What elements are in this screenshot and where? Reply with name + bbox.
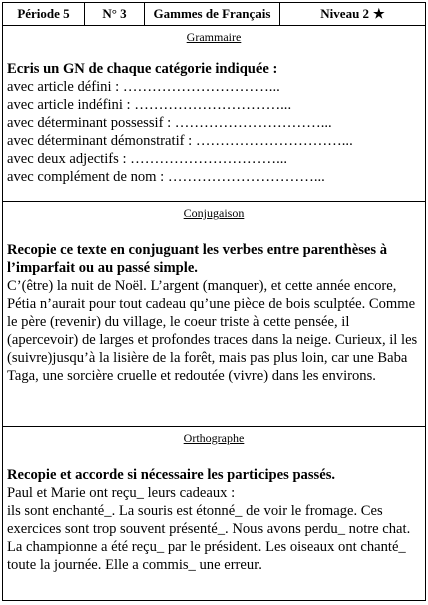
header-periode: Période 5 — [3, 3, 85, 25]
grammaire-line: avec complément de nom : …………………………... — [7, 169, 325, 185]
grammaire-line: avec déterminant démonstratif : …………………………... — [7, 133, 353, 149]
instruction-grammaire: Ecris un GN de chaque catégorie indiquée : — [7, 61, 278, 77]
section-title-orthographe: Orthographe — [183, 431, 245, 445]
section-orthographe — [3, 427, 425, 601]
grammaire-lines — [7, 78, 421, 186]
niveau-label: Niveau 2 — [320, 6, 370, 21]
sections-column — [3, 26, 425, 601]
grammaire-line: avec article défini : …………………………... — [7, 79, 280, 95]
grammaire-line: avec déterminant possessif : …………………………... — [7, 115, 332, 131]
worksheet — [2, 2, 426, 601]
header-niveau — [280, 3, 425, 25]
header-titre: Gammes de Français — [145, 3, 280, 25]
conjugaison-text: C’(être) la nuit de Noël. L’argent (manquer), et cette année encore, Pétia n’aurait pour tout cadeau qu’une pièce de bois sculptée. Comme le père (revenir) du village, le coeur triste à cette pensée, il (apercevoir) de larges et profondes traces dans la neige. Curieux, il les (suivre)jusqu’à la lisière de la forêt, mais pas plus loin, car une Baba Taga, une sorcière cruelle et redoutée (vivre) dans les environs. — [7, 278, 418, 384]
orthographe-line1: Paul et Marie ont reçu_ leurs cadeaux : — [7, 485, 236, 501]
header-numero: N° 3 — [85, 3, 145, 25]
section-title-conjugaison: Conjugaison — [183, 206, 245, 220]
grammaire-line: avec deux adjectifs : …………………………... — [7, 151, 288, 167]
header-row — [3, 3, 425, 26]
section-conjugaison — [3, 202, 425, 427]
section-grammaire — [3, 26, 425, 202]
instruction-orthographe: Recopie et accorde si nécessaire les participes passés. — [7, 467, 336, 483]
section-title-grammaire: Grammaire — [186, 30, 242, 44]
grammaire-line: avec article indéfini : …………………………... — [7, 97, 292, 113]
instruction-conjugaison: Recopie ce texte en conjuguant les verbes entre parenthèses à l’imparfait ou au passé simple. — [7, 242, 388, 276]
orthographe-text: ils sont enchanté_. La souris est étonné_ de voir le fromage. Ces exercices sont trop souvent présenté_. Nous avons perdu_ notre chat. La championne a été reçu_ par le président. Les oiseaux ont chanté_ toute la journée. Elle a commis_ une erreur. — [7, 503, 411, 573]
star-icon: ★ — [373, 6, 385, 21]
